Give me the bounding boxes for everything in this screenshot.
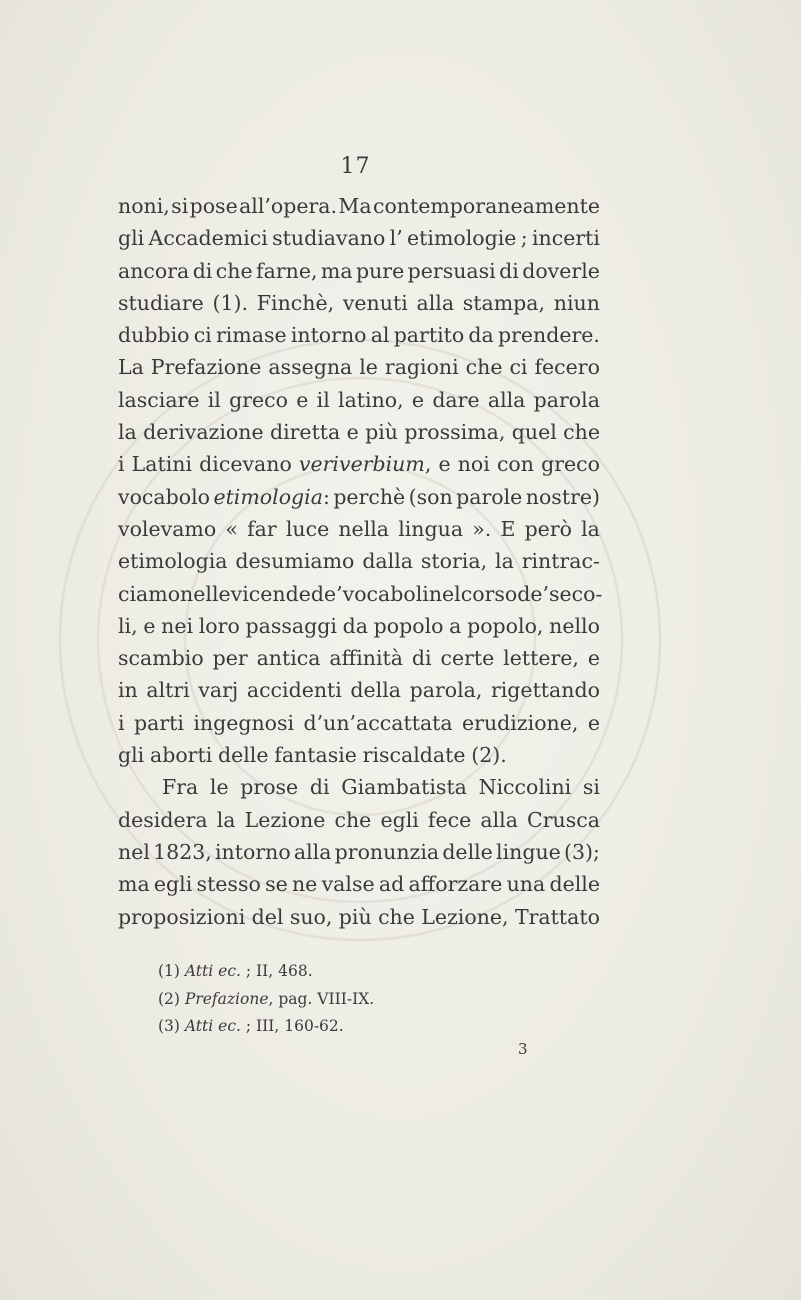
word: d’un’accattata [303, 710, 453, 735]
word: nel [118, 839, 150, 864]
word: si [582, 775, 600, 800]
word: passaggi [245, 613, 337, 638]
word: popolo [373, 613, 444, 638]
word: nelle [180, 581, 231, 606]
word: che [215, 258, 253, 283]
signature-mark: 3 [518, 1040, 528, 1058]
word: nostre) [525, 484, 600, 509]
word: dare [432, 387, 480, 412]
word: il [207, 387, 221, 412]
word: la [118, 420, 137, 445]
word: dubbio [118, 323, 190, 348]
word: proposizioni [118, 904, 246, 929]
word: la [216, 807, 236, 832]
word: della [350, 678, 402, 703]
footnote-1: (1) Atti ec. ; II, 468. [158, 962, 313, 980]
word: storia, [420, 549, 488, 574]
word: volevamo [118, 516, 217, 541]
text-line [118, 707, 600, 739]
word: quel [511, 420, 557, 445]
word: farne, [256, 258, 318, 283]
word: Latini [131, 452, 193, 477]
word: riscaldate [362, 743, 466, 768]
word: antica [256, 646, 321, 671]
text-line [118, 351, 600, 383]
word: suo, [289, 904, 333, 929]
word: e [411, 387, 425, 412]
word: stesso [196, 872, 261, 897]
word: de’vocaboli [310, 581, 429, 606]
word: dalla [362, 549, 413, 574]
word: lettere, [503, 646, 579, 671]
word: parole [456, 484, 523, 509]
text-line [118, 771, 600, 803]
word: alla [487, 387, 526, 412]
word: etimologia: [213, 484, 330, 509]
word: pure [355, 258, 405, 283]
footnote-3: (3) Atti ec. ; III, 160-62. [158, 1017, 344, 1035]
word: desumiamo [235, 549, 355, 574]
word: certe [440, 646, 495, 671]
word: pronunzia [334, 839, 440, 864]
word: gli [118, 743, 145, 768]
word: partito [393, 323, 465, 348]
word: noni, [118, 194, 170, 218]
word: nello [549, 613, 600, 638]
word: valse [321, 872, 375, 897]
word: gli [118, 226, 145, 251]
word: rigettando [490, 678, 600, 703]
word: da [342, 613, 368, 638]
word: affinità [329, 646, 403, 671]
word: Prefazione [150, 355, 262, 380]
word: da [468, 323, 494, 348]
word: « [225, 516, 238, 541]
text-line [118, 222, 600, 254]
footnotes [158, 958, 374, 1041]
word: più [338, 904, 372, 929]
text-line [118, 287, 600, 319]
word: vicende [230, 581, 311, 606]
word: (son [408, 484, 453, 509]
text-line [118, 481, 600, 513]
word: del [251, 904, 284, 929]
word: pose [189, 194, 238, 218]
word: noi [457, 452, 490, 477]
word: altri [146, 678, 190, 703]
word: di [499, 258, 519, 283]
text-line [118, 739, 600, 771]
word: Giambatista [341, 775, 467, 800]
word: alla [293, 839, 332, 864]
footnote-2: (2) Prefazione, pag. VIII-IX. [158, 989, 375, 1008]
word: vocabolo [118, 484, 210, 509]
word: e [296, 387, 309, 412]
word: (1). [212, 290, 249, 315]
word: e [438, 452, 451, 477]
word: lingua [398, 516, 464, 541]
text-line [118, 319, 600, 351]
word: delle [549, 872, 600, 897]
word: in [118, 678, 138, 703]
word: latino, [338, 387, 404, 412]
text-line [118, 901, 600, 933]
word: parti [133, 710, 184, 735]
word: varj [198, 678, 239, 703]
word: derivazione [143, 420, 264, 445]
word: l’ [389, 226, 403, 251]
word: fantasie [274, 743, 357, 768]
word: de’seco- [517, 581, 603, 606]
word: di [309, 775, 330, 800]
text-line [118, 674, 600, 706]
word: Finchè, [256, 290, 335, 315]
word: la [581, 516, 600, 541]
word: desidera [118, 807, 208, 832]
word: e [143, 613, 156, 638]
word: per [212, 646, 248, 671]
text-line [118, 513, 600, 545]
word: la [495, 549, 514, 574]
text-line [118, 384, 600, 416]
page-number: 17 [340, 154, 371, 179]
word: e [346, 420, 359, 445]
word: studiare [118, 290, 204, 315]
word: diretta [269, 420, 341, 445]
word: far [247, 516, 277, 541]
word: intorno [290, 323, 367, 348]
word: che [563, 420, 600, 445]
word: si [171, 194, 189, 218]
word: di [411, 646, 432, 671]
word: al [370, 323, 390, 348]
word: ci [193, 323, 212, 348]
word: perchè [333, 484, 406, 509]
word: ciamo [118, 581, 181, 606]
word: li, [118, 613, 138, 638]
word: incerti [531, 226, 600, 251]
word: afforzare [408, 872, 503, 897]
word: venuti [342, 290, 408, 315]
word: luce [285, 516, 330, 541]
word: Fra [162, 775, 199, 800]
word: Niccolini [478, 775, 572, 800]
word: i [118, 452, 125, 477]
word: il [316, 387, 330, 412]
word: una [506, 872, 546, 897]
word: lingue [496, 839, 561, 864]
word: ; [520, 226, 528, 251]
word: etimologie [407, 226, 517, 251]
word: ». [472, 516, 492, 541]
word: persuasi [407, 258, 496, 283]
word: delle [442, 839, 493, 864]
word: nel [428, 581, 461, 606]
word: prendere. [497, 323, 600, 348]
word: nei [161, 613, 194, 638]
word: nella [338, 516, 390, 541]
word: alla [416, 290, 455, 315]
word: contemporaneamente [372, 194, 600, 218]
word: rintrac- [521, 549, 600, 574]
word: le [209, 775, 229, 800]
word: scambio [118, 646, 204, 671]
word: studiavano [272, 226, 386, 251]
word: delle [218, 743, 269, 768]
text-line [118, 642, 600, 674]
word: stampa, [462, 290, 546, 315]
word: accidenti [246, 678, 342, 703]
word: aborti [149, 743, 213, 768]
word: popolo, [467, 613, 544, 638]
word: che [378, 904, 415, 929]
word: La [118, 355, 144, 380]
word: ragioni [384, 355, 459, 380]
text-line [118, 610, 600, 642]
word: Crusca [527, 807, 600, 832]
word: i [118, 710, 125, 735]
body-text [118, 190, 603, 933]
word: fecero [534, 355, 600, 380]
word: greco [541, 452, 600, 477]
word: Ma [338, 194, 372, 218]
word: dicevano [199, 452, 292, 477]
word: (2). [471, 743, 507, 768]
word: ne [291, 872, 318, 897]
word: fece [427, 807, 472, 832]
word: greco [229, 387, 289, 412]
word: Lezione, [421, 904, 509, 929]
word: ma [118, 872, 150, 897]
text-line [118, 836, 600, 868]
text-line [118, 448, 600, 480]
word: loro [198, 613, 240, 638]
text-line [118, 545, 600, 577]
word: ingegnosi [193, 710, 295, 735]
word: all’opera. [239, 194, 338, 218]
word: se [265, 872, 288, 897]
word: che [465, 355, 503, 380]
word: corso [460, 581, 518, 606]
text-line [118, 804, 600, 836]
word: e [587, 646, 600, 671]
word: intorno [215, 839, 291, 864]
word: le [359, 355, 378, 380]
word: 1823, [153, 839, 212, 864]
word: Accademici [148, 226, 268, 251]
word: che [334, 807, 372, 832]
word: (3); [564, 839, 600, 864]
word: parola [533, 387, 600, 412]
word: veriverbium, [298, 452, 432, 477]
word: parola, [409, 678, 483, 703]
word: niun [553, 290, 600, 315]
text-line [118, 416, 600, 448]
word: Trattato [514, 904, 600, 929]
word: egli [380, 807, 419, 832]
word: più [365, 420, 399, 445]
word: ad [378, 872, 405, 897]
word: e [587, 710, 600, 735]
word: con [496, 452, 534, 477]
word: a [449, 613, 462, 638]
text-line [118, 868, 600, 900]
text-line [118, 578, 603, 610]
word: ci [509, 355, 528, 380]
word: però [524, 516, 572, 541]
word: assegna [268, 355, 353, 380]
word: doverle [522, 258, 600, 283]
text-line [118, 255, 600, 287]
word: lasciare [118, 387, 200, 412]
text-line [118, 190, 600, 222]
word: Lezione [244, 807, 326, 832]
word: ancora [118, 258, 190, 283]
word: ma [320, 258, 353, 283]
word: prossima, [404, 420, 506, 445]
word: prose [240, 775, 299, 800]
word: rimase [215, 323, 287, 348]
word: alla [480, 807, 518, 832]
word: di [192, 258, 213, 283]
word: egli [153, 872, 193, 897]
word: erudizione, [462, 710, 579, 735]
word: E [500, 516, 516, 541]
word: etimologia [118, 549, 228, 574]
